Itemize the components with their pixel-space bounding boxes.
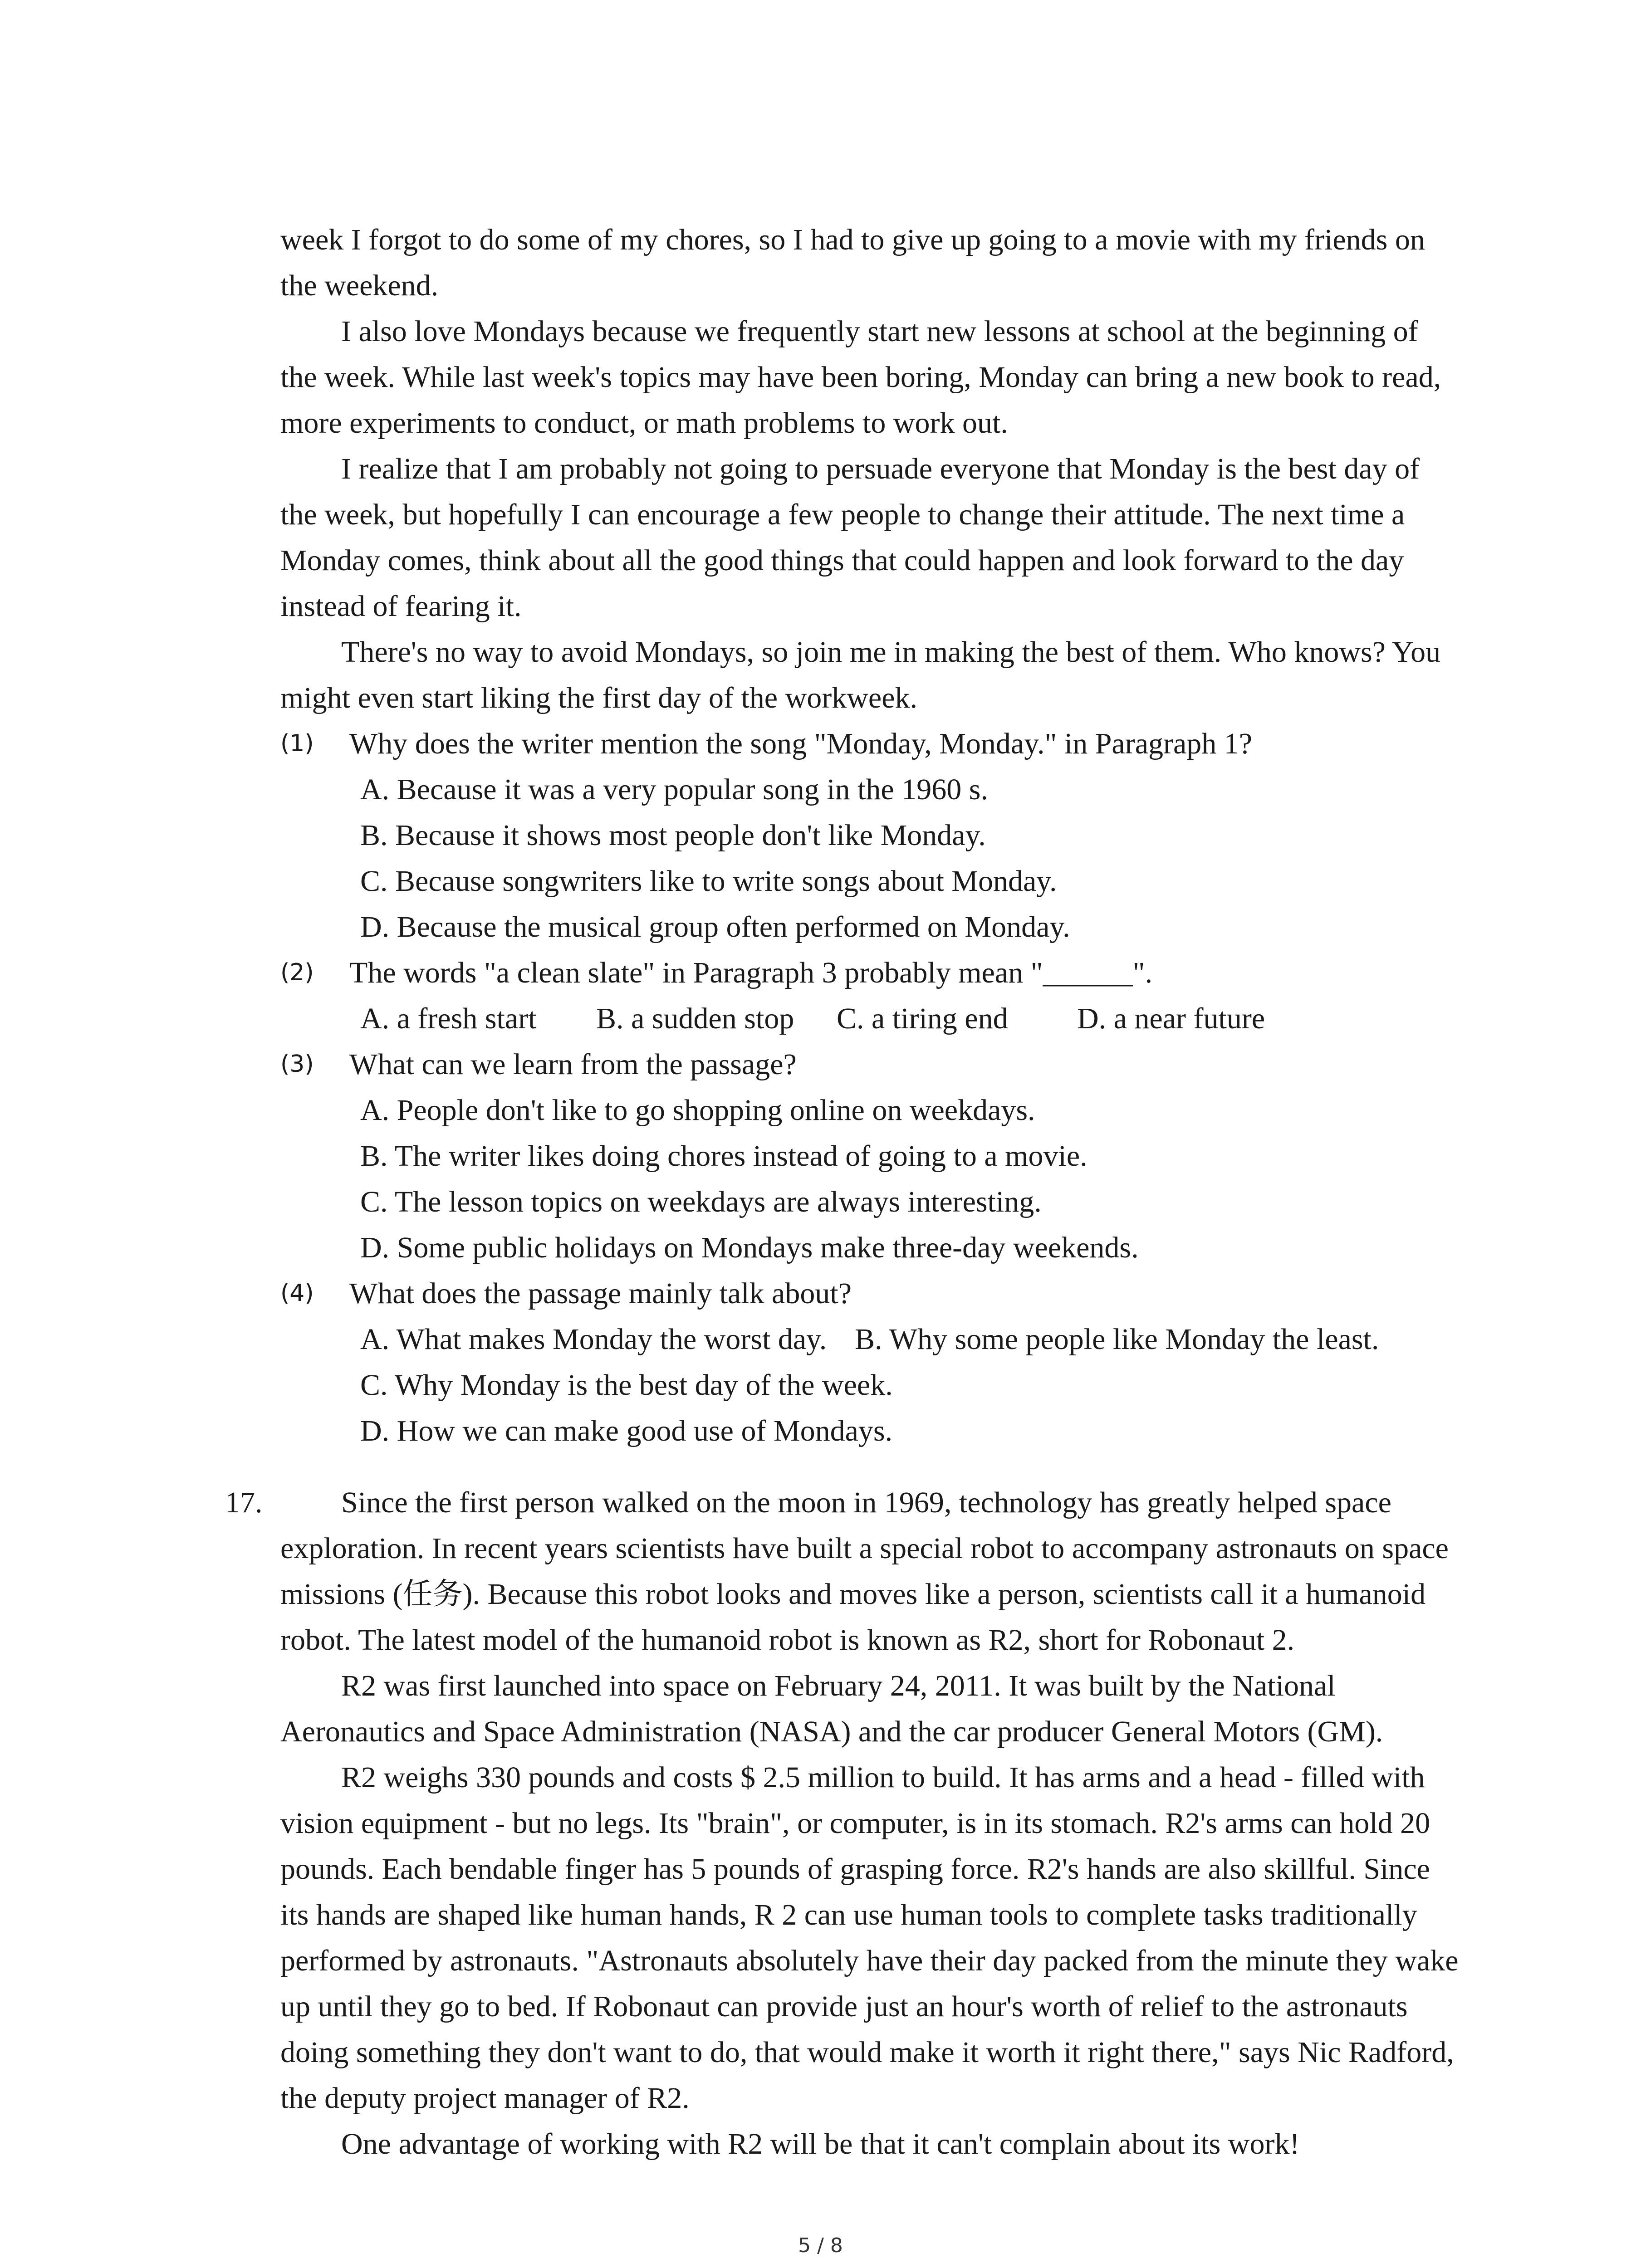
option-a: A. People don't like to go shopping online on weekdays. (360, 1094, 1035, 1127)
question-number: (2) (280, 959, 314, 986)
option-b: B. a sudden stop (596, 1002, 794, 1035)
question-2 (280, 950, 1460, 1041)
question-stem: What can we learn from the passage? (349, 1048, 797, 1081)
option-b: B. Why some people like Monday the least. (855, 1323, 1379, 1356)
paragraph: There's no way to avoid Mondays, so join me in making the best of them. Who knows? You might even start liking the first day of the workweek. (280, 635, 1441, 714)
question-stem: What does the passage mainly talk about? (349, 1277, 852, 1310)
paragraph: R2 weighs 330 pounds and costs $ 2.5 million to build. It has arms and a head - filled with vision equipment - but no legs. Its "brain", or computer, is in its stomach. R2's arms can hold 20 pounds. Each bendable finger has 5 pounds of grasping force. R2's hands are also skillful. Since its hands are shaped like human hands, R 2 can use human tools to complete tasks traditionally performed by astronauts. "Astronauts absolutely have their day packed from the minute they wake up until they go to bed. If Robonaut can provide just an hour's worth of relief to the astronauts doing something they don't want to do, that would make it worth it right there," says Nic Radford, the deputy project manager of R2. (280, 1761, 1459, 2115)
options-row (280, 1316, 1460, 1362)
option-b: B. The writer likes doing chores instead of going to a movie. (360, 1139, 1087, 1173)
question-1 (280, 721, 1460, 950)
page-number: 5 / 8 (798, 2234, 843, 2257)
option-d: D. How we can make good use of Mondays. (360, 1414, 893, 1447)
paragraph: I also love Mondays because we frequently start new lessons at school at the beginning of the week. While last week's topics may have been boring, Monday can bring a new book to read, more experiments to conduct, or math problems to work out. (280, 315, 1441, 440)
option-a: A. a fresh start (360, 1002, 537, 1035)
option-c: C. a tiring end (837, 1002, 1008, 1035)
question-number: (3) (280, 1051, 314, 1078)
option-d: D. Some public holidays on Mondays make three-day weekends. (360, 1231, 1139, 1264)
paragraph: week I forgot to do some of my chores, so I had to give up going to a movie with my friends on the weekend. (280, 223, 1425, 302)
paragraph: Since the first person walked on the moon in 1969, technology has greatly helped space exploration. In recent years scientists have built a special robot to accompany astronauts on space missions (任务). Because this robot looks and moves like a person, scientists call it a humanoid robot. The latest model of the humanoid robot is known as R2, short for Robonaut 2. (280, 1486, 1449, 1657)
passage-17 (280, 1480, 1460, 2167)
question-4 (280, 1271, 1460, 1454)
option-b: B. Because it shows most people don't like Monday. (360, 819, 986, 852)
options-row (280, 996, 1460, 1041)
question-stem: Why does the writer mention the song "Monday, Monday." in Paragraph 1? (349, 727, 1253, 760)
option-c: C. Why Monday is the best day of the week. (360, 1369, 893, 1402)
option-d: D. a near future (1077, 1002, 1265, 1035)
option-c: C. Because songwriters like to write songs about Monday. (360, 865, 1057, 898)
paragraph: One advantage of working with R2 will be that it can't complain about its work! (341, 2127, 1300, 2160)
option-a: A. What makes Monday the worst day. (360, 1323, 827, 1356)
paragraph: R2 was first launched into space on February 24, 2011. It was built by the National Aeronautics and Space Administration (NASA) and the car producer General Motors (GM). (280, 1669, 1383, 1748)
question-3 (280, 1041, 1460, 1271)
question-number: (1) (280, 730, 314, 757)
option-d: D. Because the musical group often performed on Monday. (360, 910, 1070, 943)
passage-16-continued (280, 217, 1460, 1454)
question-stem: The words "a clean slate" in Paragraph 3 probably mean "______". (349, 956, 1153, 989)
option-c: C. The lesson topics on weekdays are always interesting. (360, 1185, 1042, 1218)
option-a: A. Because it was a very popular song in the 1960 s. (360, 773, 988, 806)
paragraph: I realize that I am probably not going to persuade everyone that Monday is the best day of the week, but hopefully I can encourage a few people to change their attitude. The next time a Monday comes, think about all the good things that could happen and look forward to the day instead of fearing it. (280, 452, 1420, 623)
item-number-17: 17. (225, 1486, 263, 1519)
question-number: (4) (280, 1280, 314, 1307)
